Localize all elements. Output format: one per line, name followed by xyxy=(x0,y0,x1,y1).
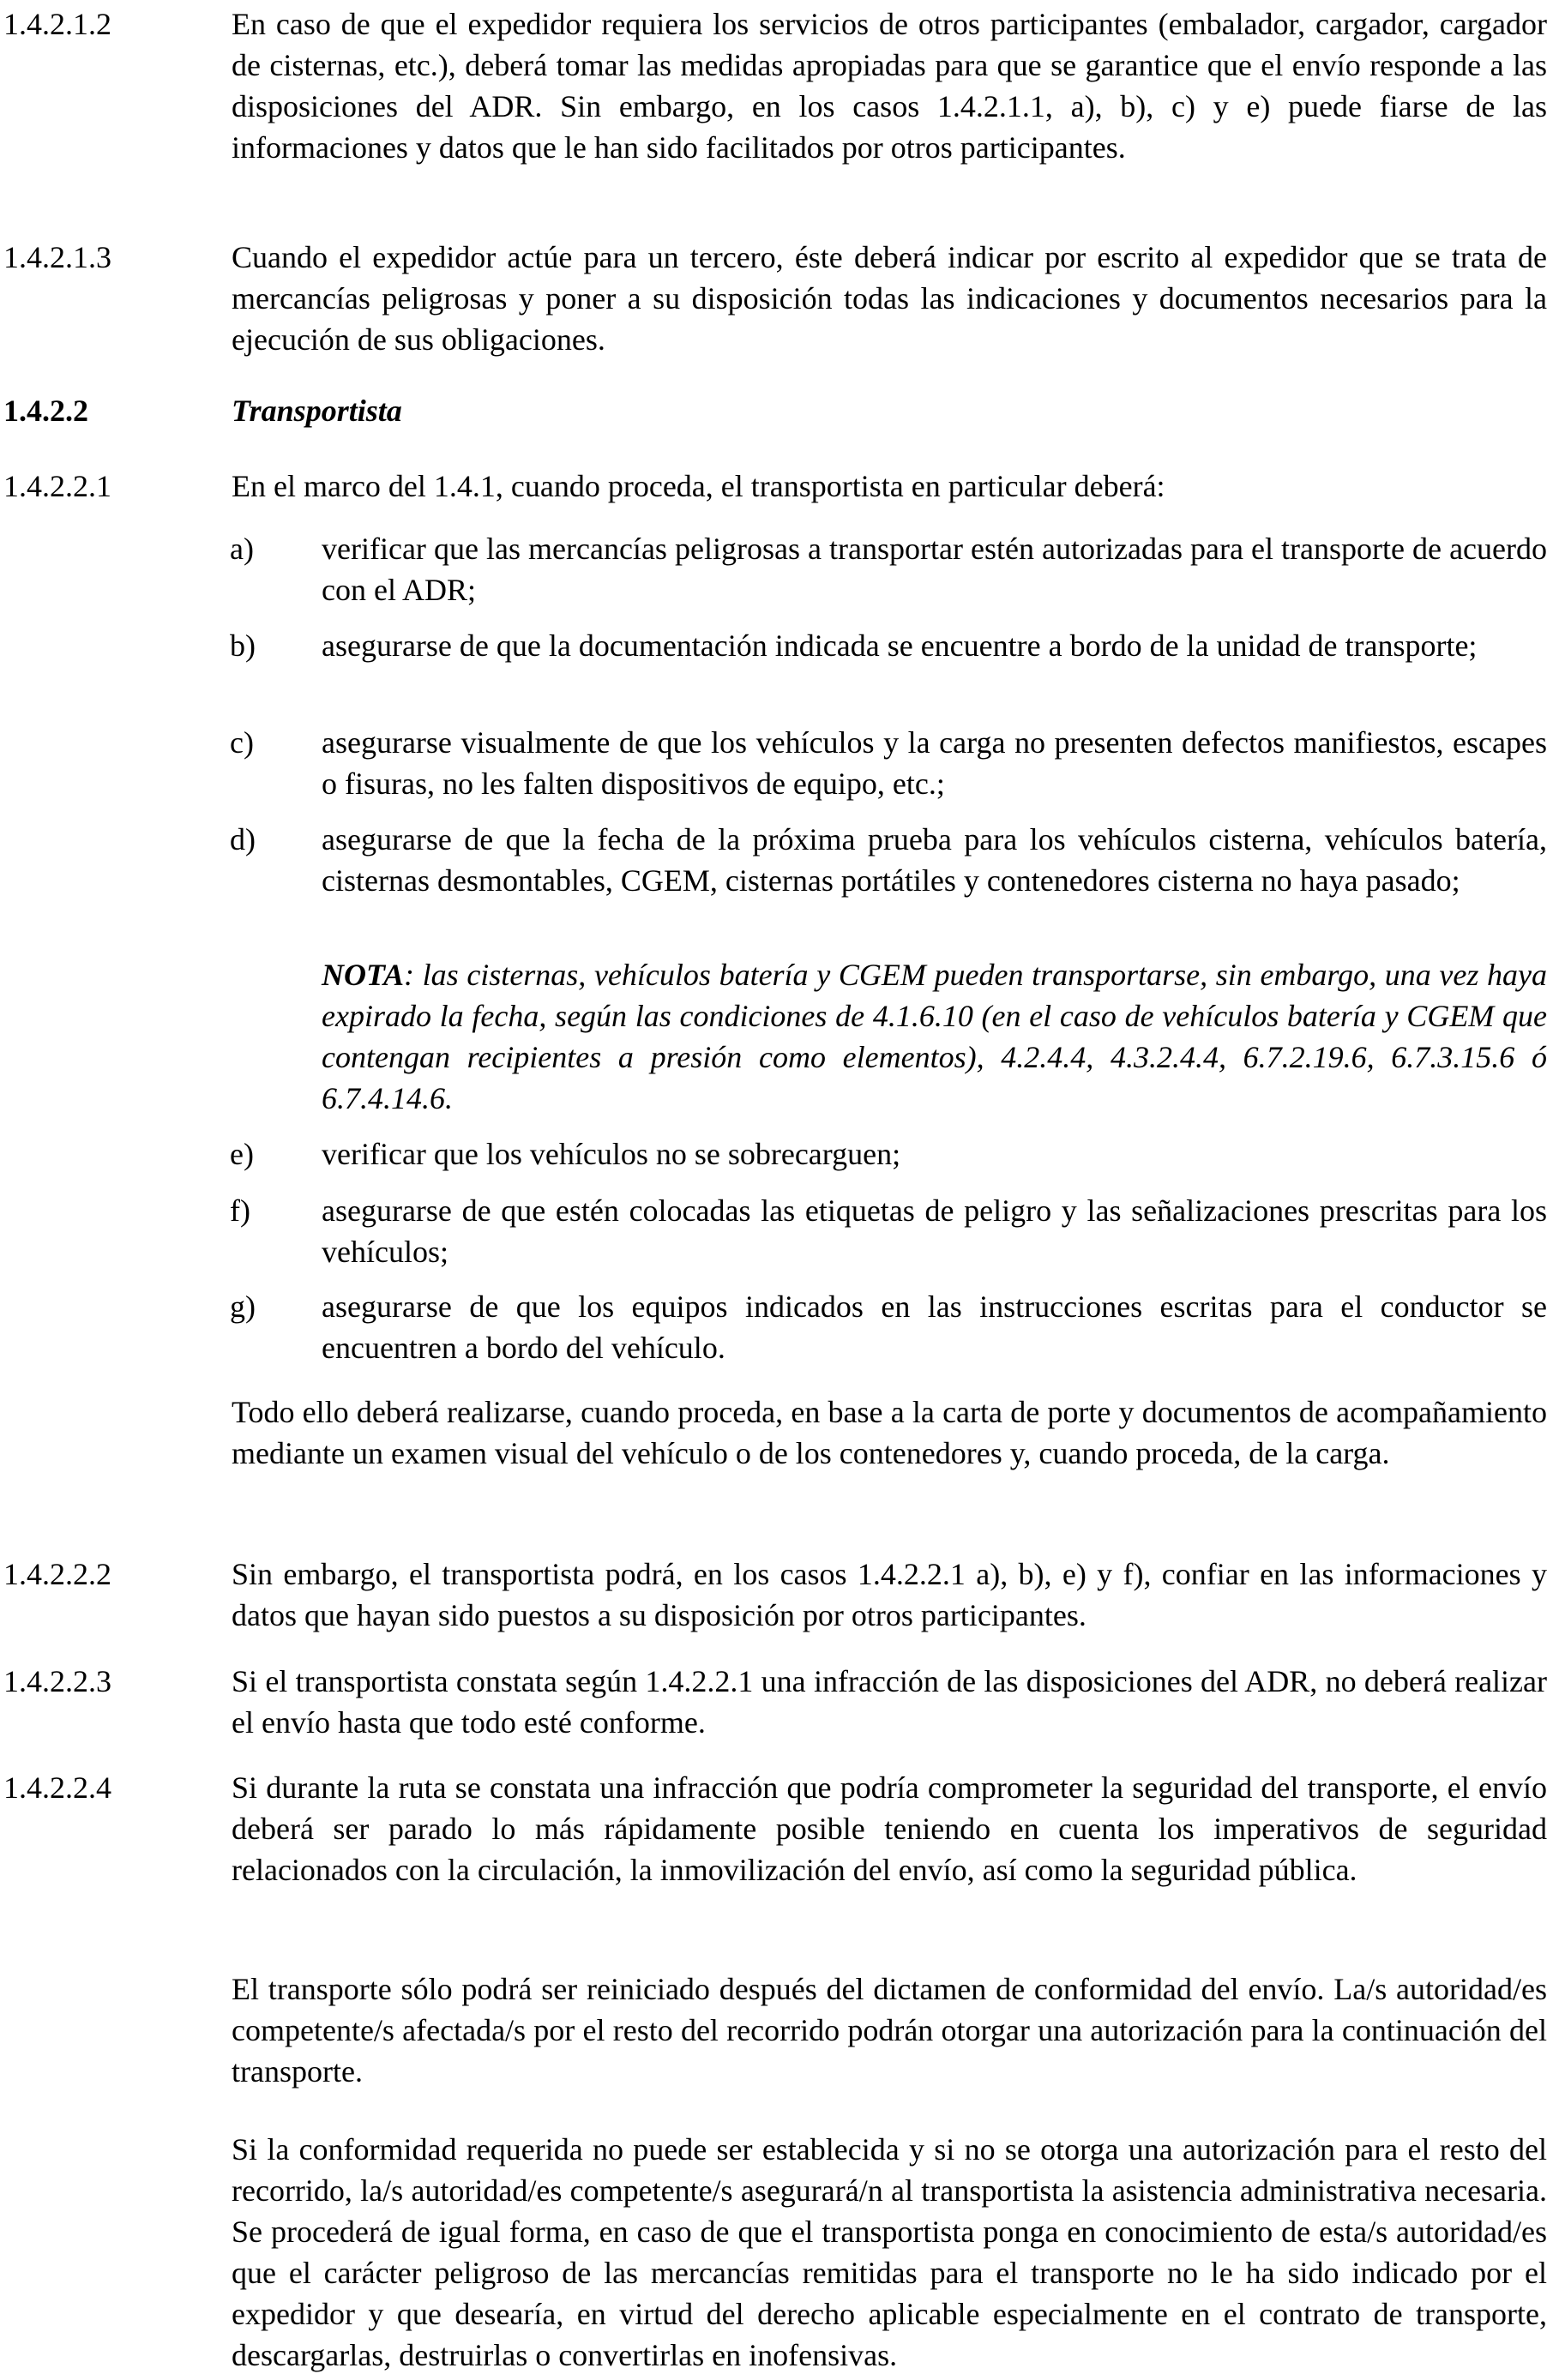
list-item: asegurarse de que la documentación indicada se encuentre a bordo de la unidad de transporte; xyxy=(322,628,1478,663)
list-marker: b) xyxy=(230,628,256,663)
section-paragraph: El transporte sólo podrá ser reiniciado después del dictamen de conformidad del envío. La/s autoridad/es competente/s afectada/s por el resto del recorrido podrán otorgar una autorización para la continuación del transporte. xyxy=(232,1972,1547,2089)
section-intro: En el marco del 1.4.1, cuando proceda, el transportista en particular deberá: xyxy=(232,469,1165,503)
section-number: 1.4.2.1.2 xyxy=(3,7,111,41)
list-item: asegurarse visualmente de que los vehículos y la carga no presenten defectos manifiestos, escapes o fisuras, no les falten dispositivos de equipo, etc.; xyxy=(322,725,1547,801)
list-marker: d) xyxy=(230,822,256,856)
section-text: Si durante la ruta se constata una infracción que podría comprometer la seguridad del transporte, el envío deberá ser parado lo más rápidamente posible teniendo en cuenta los imperativos de seguridad relacionados con la circulación, la inmovilización del envío, así como la seguridad pública. xyxy=(232,1770,1547,1887)
list-marker: g) xyxy=(230,1289,256,1324)
list-item: verificar que las mercancías peligrosas a transportar estén autorizadas para el transporte de acuerdo con el ADR; xyxy=(322,532,1547,607)
section-text: Cuando el expedidor actúe para un tercero, éste deberá indicar por escrito al expedidor que se trata de mercancías peligrosas y poner a su disposición todas las indicaciones y documentos necesarios para la ejecución de sus obligaciones. xyxy=(232,240,1547,357)
list-item: verificar que los vehículos no se sobrecarguen; xyxy=(322,1137,901,1171)
list-marker: a) xyxy=(230,532,254,566)
section-number: 1.4.2.2.1 xyxy=(3,469,111,503)
section-text: Si el transportista constata según 1.4.2.2.1 una infracción de las disposiciones del ADR, no deberá realizar el envío hasta que todo esté conforme. xyxy=(232,1664,1547,1740)
note-text: : las cisternas, vehículos batería y CGEM pueden transportarse, sin embargo, una vez haya expirado la fecha, según las condiciones de 4.1.6.10 (en el caso de vehículos batería y CGEM que contengan recipientes a presión como elementos), 4.2.4.4, 4.3.2.4.4, 6.7.2.19.6, 6.7.3.15.6 ó 6.7.4.14.6. xyxy=(322,958,1547,1115)
section-number: 1.4.2.1.3 xyxy=(3,240,111,274)
section-number: 1.4.2.2.4 xyxy=(3,1770,111,1805)
section-number: 1.4.2.2.3 xyxy=(3,1664,111,1698)
section-number: 1.4.2.2 xyxy=(3,394,88,428)
list-item: asegurarse de que la fecha de la próxima prueba para los vehículos cisterna, vehículos batería, cisternas desmontables, CGEM, cisternas portátiles y contenedores cisterna no haya pasado; xyxy=(322,822,1547,898)
list-item: asegurarse de que los equipos indicados en las instrucciones escritas para el conductor se encuentren a bordo del vehículo. xyxy=(322,1289,1547,1365)
section-number: 1.4.2.2.2 xyxy=(3,1557,111,1591)
section-heading: Transportista xyxy=(232,394,402,428)
list-marker: e) xyxy=(230,1137,254,1171)
list-marker: c) xyxy=(230,725,254,760)
section-text: En caso de que el expedidor requiera los servicios de otros participantes (embalador, cargador, cargador de cisternas, etc.), deberá tomar las medidas apropiadas para que se garantice que el envío responde a las disposiciones del ADR. Sin embargo, en los casos 1.4.2.1.1, a), b), c) y e) puede fiarse de las informaciones y datos que le han sido facilitados por otros participantes. xyxy=(232,7,1547,165)
list-marker: f) xyxy=(230,1193,250,1228)
section-text: Sin embargo, el transportista podrá, en los casos 1.4.2.2.1 a), b), e) y f), confiar en las informaciones y datos que hayan sido puestos a su disposición por otros participantes. xyxy=(232,1557,1547,1632)
note xyxy=(322,954,1547,1119)
note-label: NOTA xyxy=(322,958,405,992)
section-closing: Todo ello deberá realizarse, cuando proceda, en base a la carta de porte y documentos de acompañamiento mediante un examen visual del vehículo o de los contenedores y, cuando proceda, de la carga. xyxy=(232,1395,1547,1470)
list-item: asegurarse de que estén colocadas las etiquetas de peligro y las señalizaciones prescritas para los vehículos; xyxy=(322,1193,1547,1269)
section-paragraph: Si la conformidad requerida no puede ser establecida y si no se otorga una autorización para el resto del recorrido, la/s autoridad/es competente/s asegurará/n al transportista la asistencia administrativa necesaria. Se procederá de igual forma, en caso de que el transportista ponga en conocimiento de esta/s autoridad/es que el carácter peligroso de las mercancías remitidas para el transporte no le ha sido indicado por el expedidor y que desearía, en virtud del derecho aplicable especialmente en el contrato de transporte, descargarlas, destruirlas o convertirlas en inofensivas. xyxy=(232,2132,1547,2372)
